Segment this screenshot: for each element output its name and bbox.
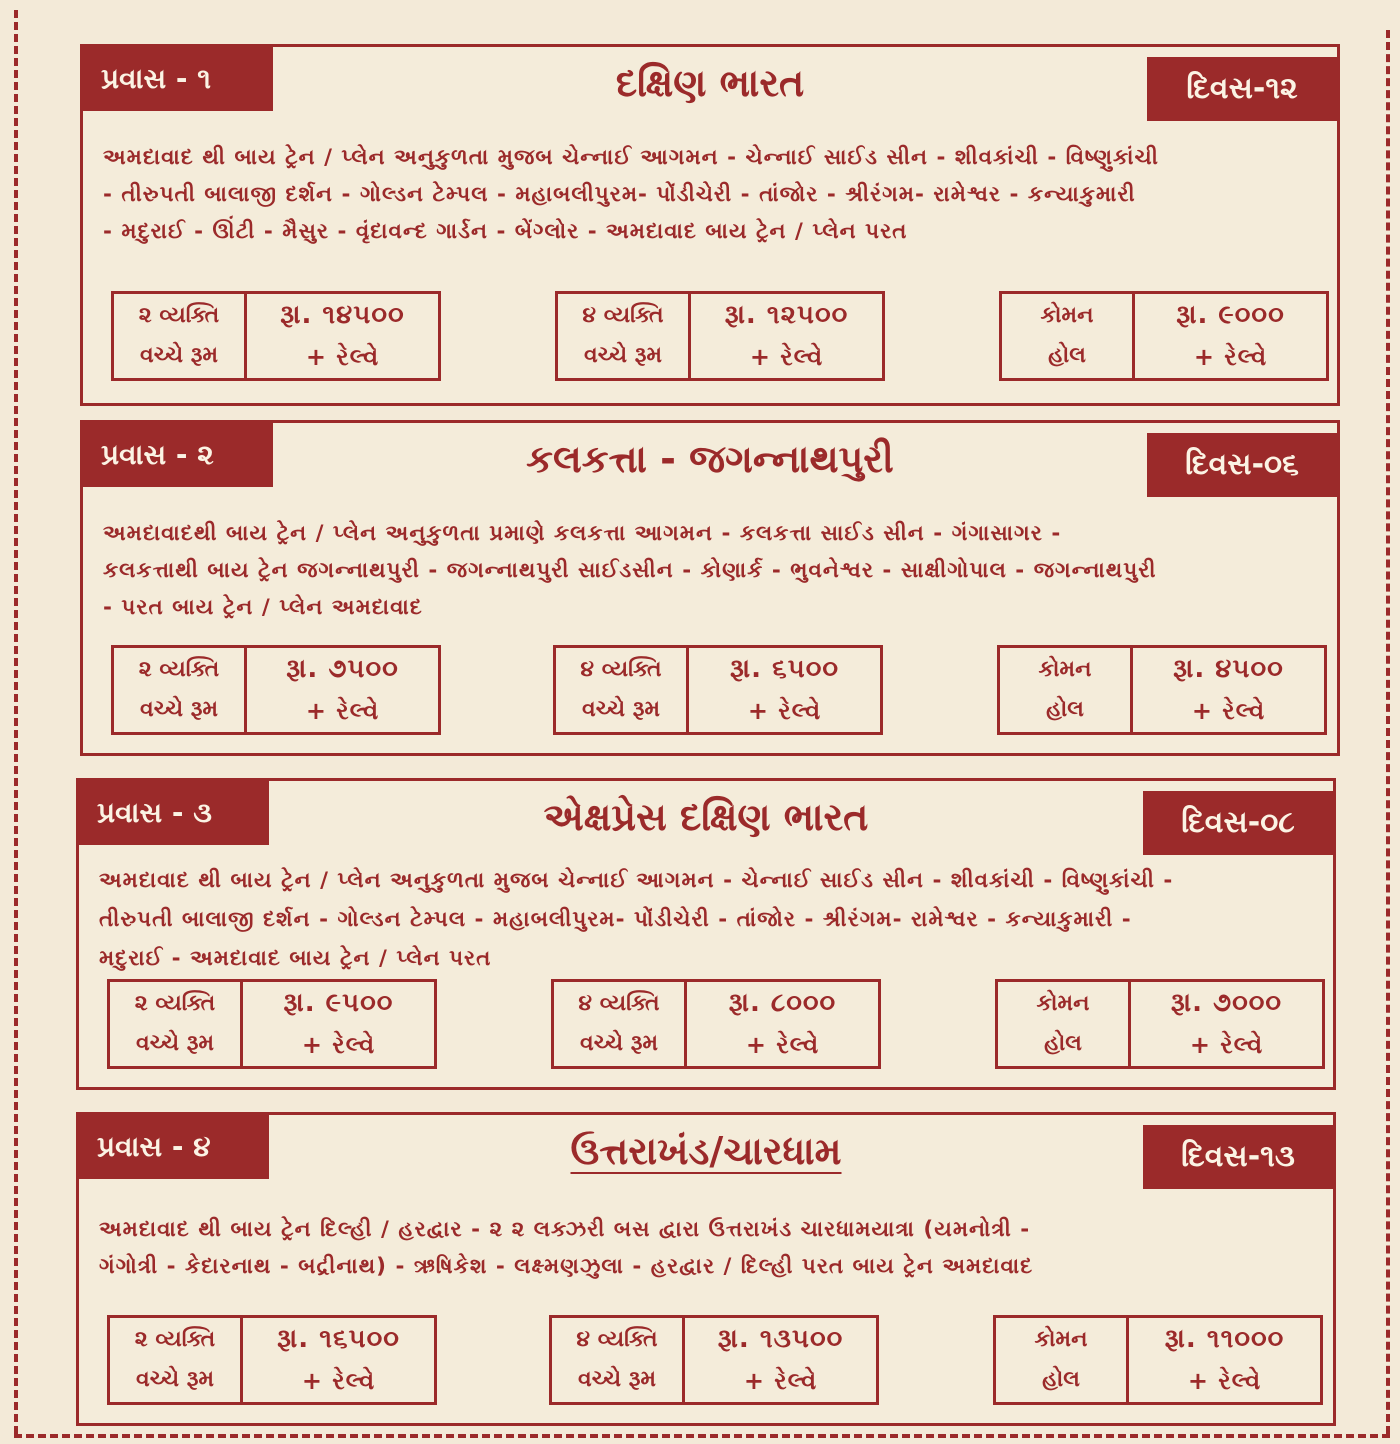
- price-label: [554, 982, 687, 1066]
- price-label-line: ૨ વ્યક્તિ: [138, 657, 220, 682]
- price-label-line: વચ્ચે રૂમ: [578, 1367, 656, 1392]
- price-box-four-person: [553, 645, 883, 735]
- price-label-line: વચ્ચે રૂમ: [140, 343, 218, 368]
- price-label: [556, 648, 689, 732]
- price-value: રૂા. ૧૪૫૦૦: [280, 300, 405, 330]
- tour-number-badge: પ્રવાસ - ૨: [83, 423, 273, 487]
- tour-itinerary: [99, 861, 1311, 978]
- price-label: [552, 1318, 685, 1402]
- price-box-common-hall: [999, 291, 1329, 381]
- price-box-two-person: [107, 979, 437, 1069]
- price-rail-note: + રેલ્વે: [1187, 1367, 1262, 1395]
- price-value: રૂા. ૧૬૫૦૦: [277, 1324, 400, 1354]
- price-box-common-hall: [997, 645, 1327, 735]
- price-box-two-person: [107, 1315, 437, 1405]
- price-rail-note: + રેલ્વે: [301, 1367, 376, 1395]
- price-label-line: હોલ: [1048, 343, 1086, 368]
- tour-section-4: [76, 1112, 1336, 1426]
- price-box-four-person: [555, 291, 885, 381]
- price-value: રૂા. ૮૦૦૦: [728, 988, 837, 1018]
- tour-title: દક્ષિણ ભારત: [615, 61, 805, 105]
- price-value: રૂા. ૬૫૦૦: [729, 654, 840, 684]
- tour-section-1: [80, 44, 1340, 406]
- price-amount: [247, 648, 438, 732]
- price-label-line: કોમન: [1040, 303, 1094, 328]
- tour-header: [79, 781, 1333, 855]
- price-amount: [1135, 294, 1326, 378]
- price-rail-note: + રેલ્વે: [749, 343, 824, 371]
- tour-days-badge: દિવસ-૦૬: [1147, 433, 1337, 497]
- itinerary-line: અમદાવાદ થી બાય ટ્રેન / પ્લેન અનુકુળતા મુજબ ચેન્નાઈ આગમન - ચેન્નાઈ સાઈડ સીન - શીવકાંચી - વિષ્ણુકાંચી -: [99, 868, 1174, 893]
- tour-days-badge: દિવસ-૧૩: [1143, 1125, 1333, 1189]
- price-value: રૂા. ૧૨૫૦૦: [724, 300, 849, 330]
- price-amount: [1131, 982, 1322, 1066]
- perforated-edge-left: [14, 10, 18, 1434]
- price-amount: [247, 294, 438, 378]
- price-label-line: હોલ: [1044, 1031, 1082, 1056]
- price-label-line: ૨ વ્યક્તિ: [134, 1327, 216, 1352]
- price-box-common-hall: [995, 979, 1325, 1069]
- tour-days-badge: દિવસ-૦૮: [1143, 791, 1333, 855]
- tour-section-2: [80, 420, 1340, 756]
- itinerary-line: ગંગોત્રી - કેદારનાથ - બદ્રીનાથ) - ઋષિકેશ - લક્ષ્મણઝુલા - હરદ્વાર / દિલ્હી પરત બાય ટ્રેન અમદાવાદ: [99, 1254, 1034, 1279]
- price-box-common-hall: [993, 1315, 1323, 1405]
- perforated-edge-bottom: [14, 1434, 1390, 1438]
- price-label-line: વચ્ચે રૂમ: [136, 1031, 214, 1056]
- perforated-edge-right: [1386, 30, 1390, 1434]
- price-amount: [1133, 648, 1324, 732]
- tour-title: ઉત્તરાખંડ/ચારધામ: [570, 1129, 842, 1173]
- price-rail-note: + રેલ્વે: [747, 697, 822, 725]
- price-amount: [243, 982, 434, 1066]
- price-label: [1002, 294, 1135, 378]
- price-rail-note: + રેલ્વે: [305, 697, 380, 725]
- price-value: રૂા. ૯૦૦૦: [1176, 300, 1285, 330]
- itinerary-line: કલકત્તાથી બાય ટ્રેન જગન્નાથપુરી - જગન્નાથપુરી સાઈડસીન - કોણાર્ક - ભુવનેશ્વર - સાક્ષીગોપાલ - જગન્નાથપુરી: [103, 558, 1157, 583]
- tour-title: કલકત્તા - જગન્નાથપુરી: [526, 437, 894, 481]
- price-amount: [689, 648, 880, 732]
- tour-itinerary: [103, 515, 1315, 626]
- price-box-four-person: [549, 1315, 879, 1405]
- price-rail-note: + રેલ્વે: [745, 1031, 820, 1059]
- price-rail-note: + રેલ્વે: [1193, 343, 1268, 371]
- itinerary-line: - પરત બાય ટ્રેન / પ્લેન અમદાવાદ: [103, 595, 423, 620]
- itinerary-line: અમદાવાદ થી બાય ટ્રેન દિલ્હી / હરદ્વાર - ૨ ૨ લક્ઝરી બસ દ્વારા ઉત્તરાખંડ ચારધામયાત્રા (યમનોત્રી -: [99, 1217, 1031, 1242]
- price-amount: [1129, 1318, 1320, 1402]
- price-amount: [687, 982, 878, 1066]
- price-label: [558, 294, 691, 378]
- price-label-line: વચ્ચે રૂમ: [582, 697, 660, 722]
- price-rail-note: + રેલ્વે: [743, 1367, 818, 1395]
- price-box-two-person: [111, 645, 441, 735]
- price-box-two-person: [111, 291, 441, 381]
- price-label-line: કોમન: [1036, 991, 1090, 1016]
- price-label-line: વચ્ચે રૂમ: [136, 1367, 214, 1392]
- itinerary-line: મદુરાઈ - અમદાવાદ બાય ટ્રેન / પ્લેન પરત: [99, 946, 492, 971]
- tour-number-badge: પ્રવાસ - ૪: [79, 1115, 269, 1179]
- tour-header: [83, 47, 1337, 121]
- price-amount: [685, 1318, 876, 1402]
- tour-header: [83, 423, 1337, 497]
- price-amount: [691, 294, 882, 378]
- tour-section-3: [76, 778, 1336, 1090]
- price-label-line: ૪ વ્યક્તિ: [582, 303, 664, 328]
- price-label-line: કોમન: [1038, 657, 1092, 682]
- price-label: [996, 1318, 1129, 1402]
- price-value: રૂા. ૭૦૦૦: [1170, 988, 1283, 1018]
- itinerary-line: અમદાવાદ થી બાય ટ્રેન / પ્લેન અનુકુળતા મુજબ ચેન્નાઈ આગમન - ચેન્નાઈ સાઈડ સીન - શીવકાંચી - વિષ્ણુકાંચી: [103, 145, 1159, 170]
- tour-itinerary: [103, 139, 1315, 250]
- price-label: [114, 648, 247, 732]
- price-label: [998, 982, 1131, 1066]
- price-box-four-person: [551, 979, 881, 1069]
- tour-title: એક્ષપ્રેસ દક્ષિણ ભારત: [543, 795, 869, 839]
- price-value: રૂા. ૪૫૦૦: [1173, 654, 1284, 684]
- price-label-line: હોલ: [1042, 1367, 1080, 1392]
- price-label: [110, 1318, 243, 1402]
- price-label-line: વચ્ચે રૂમ: [140, 697, 218, 722]
- price-value: રૂા. ૧૧૦૦૦: [1164, 1324, 1285, 1354]
- price-label-line: ૪ વ્યક્તિ: [578, 991, 660, 1016]
- price-label-line: હોલ: [1046, 697, 1084, 722]
- price-rail-note: + રેલ્વે: [1189, 1031, 1264, 1059]
- tour-days-badge: દિવસ-૧૨: [1147, 57, 1337, 121]
- price-label: [114, 294, 247, 378]
- tour-number-badge: પ્રવાસ - ૩: [79, 781, 269, 845]
- price-value: રૂા. ૭૫૦૦: [286, 654, 399, 684]
- price-amount: [243, 1318, 434, 1402]
- tour-header: [79, 1115, 1333, 1189]
- price-label: [1000, 648, 1133, 732]
- price-label: [110, 982, 243, 1066]
- price-value: રૂા. ૯૫૦૦: [283, 988, 394, 1018]
- tour-number-badge: પ્રવાસ - ૧: [83, 47, 273, 111]
- price-value: રૂા. ૧૩૫૦૦: [717, 1324, 844, 1354]
- price-label-line: ૪ વ્યક્તિ: [580, 657, 662, 682]
- price-rail-note: + રેલ્વે: [305, 343, 380, 371]
- price-label-line: કોમન: [1034, 1327, 1088, 1352]
- price-label-line: ૨ વ્યક્તિ: [138, 303, 220, 328]
- itinerary-line: અમદાવાદથી બાય ટ્રેન / પ્લેન અનુકુળતા પ્રમાણે કલકત્તા આગમન - કલકત્તા સાઈડ સીન - ગંગાસાગર -: [103, 521, 1062, 546]
- itinerary-line: - તીરુપતી બાલાજી દર્શન - ગોલ્ડન ટેમ્પલ - મહાબલીપુરમ- પોંડીચેરી - તાંજોર - શ્રીરંગમ- રામેશ્વર - કન્યાકુમારી: [103, 182, 1136, 207]
- itinerary-line: તીરુપતી બાલાજી દર્શન - ગોલ્ડન ટેમ્પલ - મહાબલીપુરમ- પોંડીચેરી - તાંજોર - શ્રીરંગમ- રામેશ્વર - કન્યાકુમારી -: [99, 907, 1132, 932]
- price-label-line: વચ્ચે રૂમ: [584, 343, 662, 368]
- price-label-line: ૪ વ્યક્તિ: [576, 1327, 658, 1352]
- price-label-line: વચ્ચે રૂમ: [580, 1031, 658, 1056]
- tour-itinerary: [99, 1211, 1311, 1285]
- price-rail-note: + રેલ્વે: [1191, 697, 1266, 725]
- itinerary-line: - મદુરાઈ - ઊંટી - મૈસુર - વૃંદાવન્દ ગાર્ડન - બેંગ્લોર - અમદાવાદ બાય ટ્રેન / પ્લેન પરત: [103, 219, 908, 244]
- price-label-line: ૨ વ્યક્તિ: [134, 991, 216, 1016]
- price-rail-note: + રેલ્વે: [301, 1031, 376, 1059]
